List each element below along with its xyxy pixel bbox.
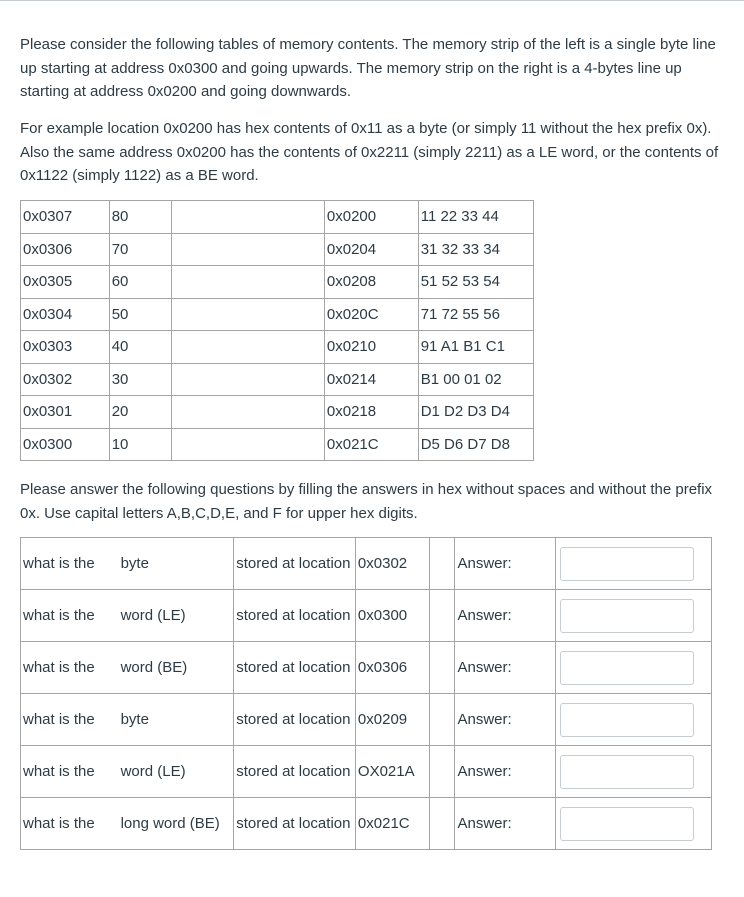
byte-value-cell: 50 bbox=[109, 298, 171, 331]
question-row bbox=[21, 538, 712, 590]
intro-paragraph-2: For example location 0x0200 has hex contents of 0x11 as a byte (or simply 11 without the hex prefix 0x). Also the same address 0x0200 has the contents of 0x2211 (simply 2211) as a LE word, or the contents of 0x1122 (simply 1122) as a BE word. bbox=[20, 120, 719, 184]
question-address: 0x0300 bbox=[355, 590, 429, 642]
memory-row bbox=[21, 396, 534, 429]
intro-paragraph-1: Please consider the following tables of memory contents. The memory strip of the left is a single byte line up starting at address 0x0300 and going upwards. The memory strip on the right is a 4-bytes line up starting at address 0x0200 and going downwards. bbox=[20, 36, 716, 100]
byte-address-cell: 0x0303 bbox=[21, 331, 110, 364]
byte-value-cell: 80 bbox=[109, 201, 171, 234]
memory-row bbox=[21, 331, 534, 364]
question-prefix: what is the bbox=[21, 538, 119, 590]
line-value-cell: 71 72 55 56 bbox=[418, 298, 533, 331]
line-address-cell: 0x0214 bbox=[324, 363, 418, 396]
answer-cell bbox=[556, 590, 712, 642]
question-type: byte bbox=[119, 538, 234, 590]
answer-input[interactable] bbox=[560, 599, 694, 633]
memory-row bbox=[21, 201, 534, 234]
answer-cell bbox=[556, 798, 712, 850]
answer-input[interactable] bbox=[560, 547, 694, 581]
byte-address-cell: 0x0300 bbox=[21, 428, 110, 461]
spacer-cell bbox=[171, 331, 324, 364]
questions-table bbox=[20, 537, 712, 850]
byte-value-cell: 40 bbox=[109, 331, 171, 364]
question-prefix: what is the bbox=[21, 590, 119, 642]
answer-input[interactable] bbox=[560, 703, 694, 737]
spacer-cell bbox=[430, 694, 455, 746]
line-value-cell: B1 00 01 02 bbox=[418, 363, 533, 396]
line-address-cell: 0x020C bbox=[324, 298, 418, 331]
answer-label: Answer: bbox=[455, 590, 556, 642]
line-address-cell: 0x021C bbox=[324, 428, 418, 461]
line-value-cell: 51 52 53 54 bbox=[418, 266, 533, 299]
question-row bbox=[21, 590, 712, 642]
memory-row bbox=[21, 233, 534, 266]
instructions-paragraph: Please answer the following questions by filling the answers in hex without spaces and without the prefix 0x. Use capital letters A,B,C,D,E, and F for upper hex digits. bbox=[20, 481, 713, 522]
spacer-cell bbox=[171, 298, 324, 331]
question-address: 0x0306 bbox=[355, 642, 429, 694]
answer-input[interactable] bbox=[560, 807, 694, 841]
question-row bbox=[21, 642, 712, 694]
line-value-cell: 31 32 33 34 bbox=[418, 233, 533, 266]
question-stored-at: stored at location bbox=[234, 746, 356, 798]
answer-cell bbox=[556, 538, 712, 590]
question-type: byte bbox=[119, 694, 234, 746]
line-value-cell: D1 D2 D3 D4 bbox=[418, 396, 533, 429]
question-prefix: what is the bbox=[21, 694, 119, 746]
question-prefix: what is the bbox=[21, 642, 119, 694]
spacer-cell bbox=[171, 363, 324, 396]
question-stored-at: stored at location bbox=[234, 538, 356, 590]
spacer-cell bbox=[430, 538, 455, 590]
top-divider bbox=[0, 0, 744, 1]
line-value-cell: 91 A1 B1 C1 bbox=[418, 331, 533, 364]
question-prefix: what is the bbox=[21, 798, 119, 850]
line-value-cell: 11 22 33 44 bbox=[418, 201, 533, 234]
question-stored-at: stored at location bbox=[234, 590, 356, 642]
question-type: long word (BE) bbox=[119, 798, 234, 850]
spacer-cell bbox=[171, 201, 324, 234]
question-address: 0x0209 bbox=[355, 694, 429, 746]
answer-label: Answer: bbox=[455, 694, 556, 746]
answer-label: Answer: bbox=[455, 642, 556, 694]
answer-cell bbox=[556, 746, 712, 798]
memory-row bbox=[21, 298, 534, 331]
question-row bbox=[21, 746, 712, 798]
spacer-cell bbox=[171, 266, 324, 299]
line-address-cell: 0x0204 bbox=[324, 233, 418, 266]
answer-label: Answer: bbox=[455, 746, 556, 798]
byte-address-cell: 0x0307 bbox=[21, 201, 110, 234]
spacer-cell bbox=[171, 396, 324, 429]
spacer-cell bbox=[430, 746, 455, 798]
byte-value-cell: 30 bbox=[109, 363, 171, 396]
question-stored-at: stored at location bbox=[234, 798, 356, 850]
byte-value-cell: 10 bbox=[109, 428, 171, 461]
spacer-cell bbox=[430, 590, 455, 642]
memory-row bbox=[21, 363, 534, 396]
answer-input[interactable] bbox=[560, 651, 694, 685]
answer-cell bbox=[556, 642, 712, 694]
answer-input[interactable] bbox=[560, 755, 694, 789]
memory-table bbox=[20, 200, 534, 461]
memory-row bbox=[21, 428, 534, 461]
line-value-cell: D5 D6 D7 D8 bbox=[418, 428, 533, 461]
byte-address-cell: 0x0304 bbox=[21, 298, 110, 331]
question-address: 0x021C bbox=[355, 798, 429, 850]
question-type: word (LE) bbox=[119, 746, 234, 798]
question-prefix: what is the bbox=[21, 746, 119, 798]
line-address-cell: 0x0210 bbox=[324, 331, 418, 364]
byte-value-cell: 70 bbox=[109, 233, 171, 266]
question-address: OX021A bbox=[355, 746, 429, 798]
question-address: 0x0302 bbox=[355, 538, 429, 590]
question-type: word (LE) bbox=[119, 590, 234, 642]
byte-address-cell: 0x0305 bbox=[21, 266, 110, 299]
question-stored-at: stored at location bbox=[234, 642, 356, 694]
byte-address-cell: 0x0306 bbox=[21, 233, 110, 266]
question-row bbox=[21, 694, 712, 746]
byte-value-cell: 60 bbox=[109, 266, 171, 299]
byte-address-cell: 0x0302 bbox=[21, 363, 110, 396]
memory-row bbox=[21, 266, 534, 299]
byte-address-cell: 0x0301 bbox=[21, 396, 110, 429]
line-address-cell: 0x0200 bbox=[324, 201, 418, 234]
answer-label: Answer: bbox=[455, 798, 556, 850]
answer-label: Answer: bbox=[455, 538, 556, 590]
spacer-cell bbox=[430, 642, 455, 694]
line-address-cell: 0x0208 bbox=[324, 266, 418, 299]
spacer-cell bbox=[430, 798, 455, 850]
question-type: word (BE) bbox=[119, 642, 234, 694]
answer-cell bbox=[556, 694, 712, 746]
question-stored-at: stored at location bbox=[234, 694, 356, 746]
spacer-cell bbox=[171, 233, 324, 266]
question-row bbox=[21, 798, 712, 850]
spacer-cell bbox=[171, 428, 324, 461]
line-address-cell: 0x0218 bbox=[324, 396, 418, 429]
byte-value-cell: 20 bbox=[109, 396, 171, 429]
